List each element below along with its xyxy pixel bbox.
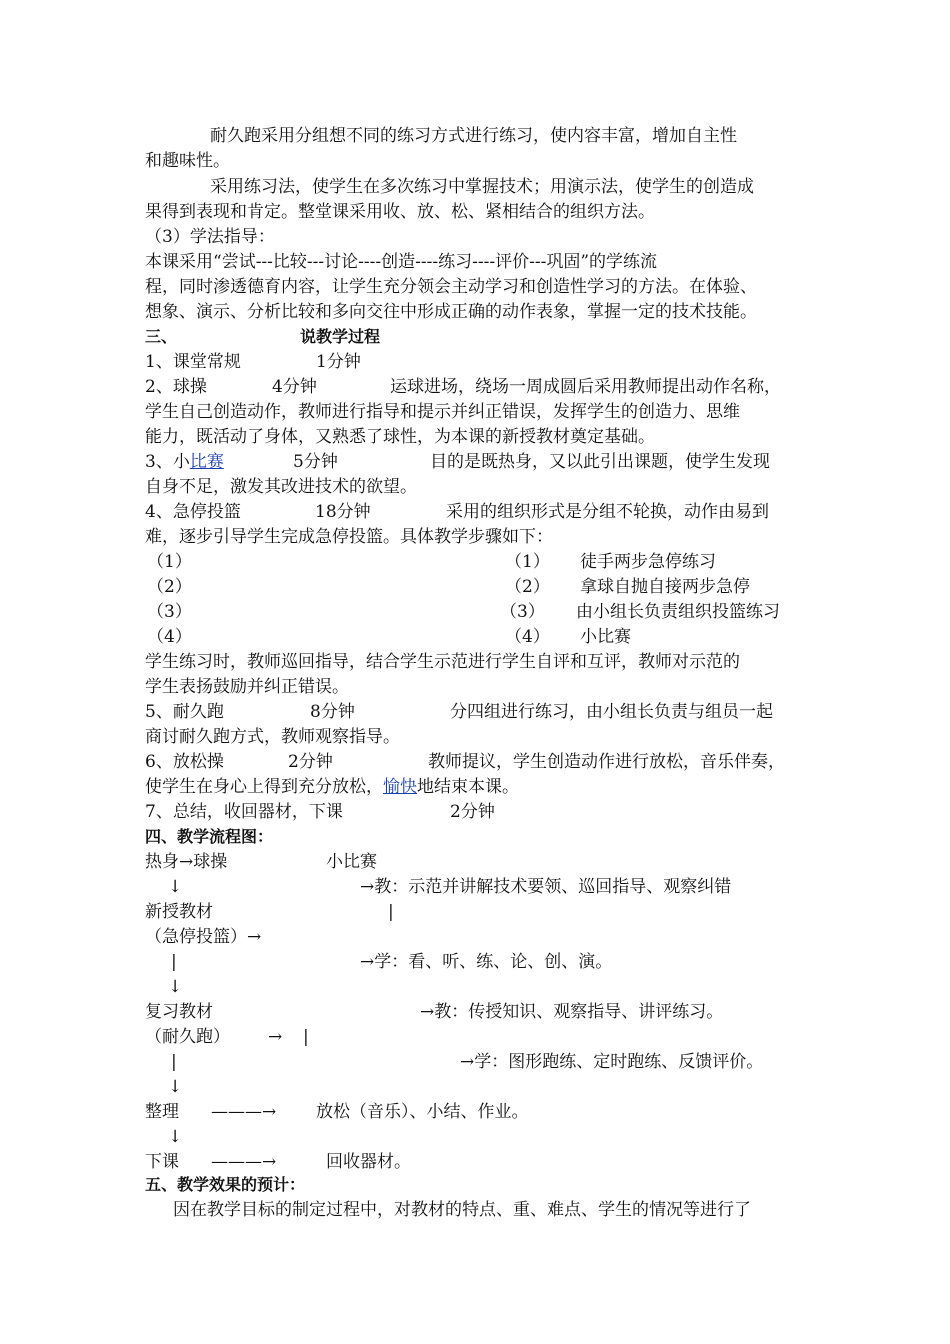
right-arrow: → [268,1027,283,1047]
flow-warmup: 热身→球操 [145,852,228,872]
item-text: 运球进场，绕场一周成圆后采用教师提出动作名称， [390,377,781,397]
flow-learn-1: →学：看、听、练、论、创、演。 [360,952,613,972]
section-title: 四、教学流程图： [145,827,274,846]
item-name: 1、课堂常规 [145,352,241,372]
step-text: 小比赛 [580,627,631,647]
step-number-left: （4） [147,627,192,647]
item-time: 5分钟 [293,452,338,472]
step-text: 由小组长负责组织投篮练习 [576,602,780,622]
paragraph-line: 学生表扬鼓励并纠正错误。 [145,677,349,697]
down-arrow: ↓ [168,1077,183,1097]
item-time: 8分钟 [310,702,355,722]
item-text: 采用的组织形式是分组不轮换，动作由易到 [446,502,769,522]
item-time: 2分钟 [450,802,495,822]
item-text: 能力，既活动了身体，又熟悉了球性，为本课的新授教材奠定基础。 [145,427,655,447]
step-number-left: （1） [147,552,192,572]
paragraph-line: 想象、演示、分析比较和多向交往中形成正确的动作表象，掌握一定的技术技能。 [145,302,757,322]
item-time: 18分钟 [315,502,371,522]
item-name: 4、急停投篮 [145,502,241,522]
flow-bar: | [171,952,177,972]
paragraph-line: 采用练习法，使学生在多次练习中掌握技术；用演示法，使学生的创造成 [210,177,754,197]
down-arrow: ↓ [168,877,183,897]
long-arrow: ———→ [211,1102,277,1122]
section-number: 三、 [145,327,178,346]
flow-collect: 回收器材。 [326,1152,411,1172]
item-name: 5、耐久跑 [145,702,224,722]
flow-small-game: 小比赛 [326,852,377,872]
item-name: 6、放松操 [145,752,224,772]
item-text-pre: 使学生在身心上得到充分放松， [145,777,383,797]
step-text: 拿球自抛自接两步急停 [580,577,750,597]
item-text: 目的是既热身，又以此引出课题，使学生发现 [430,452,770,472]
paragraph-line: 和趣味性。 [145,151,230,171]
item-name: 2、球操 [145,377,207,397]
flow-tidy: 整理 [145,1102,179,1122]
match-link[interactable]: 比赛 [189,452,224,472]
flow-stop-shot: （急停投篮）→ [145,927,262,947]
item-name [145,450,224,474]
item-text [145,775,519,799]
step-text: 徒手两步急停练习 [580,552,716,572]
down-arrow: ↓ [168,1127,183,1147]
step-number-left: （3） [147,602,192,622]
section-title: 五、教学效果的预计： [145,1175,306,1194]
item-text: 商讨耐久跑方式，教师观察指导。 [145,727,400,747]
item-text-post: 地结束本课。 [417,777,519,797]
item-prefix: 3、小 [145,452,190,472]
flow-bar: | [388,902,394,922]
flow-bar: | [303,1027,309,1047]
step-number: （2） [505,577,550,597]
down-arrow: ↓ [168,977,183,997]
item-text: 学生自己创造动作，教师进行指导和提示并纠正错误，发挥学生的创造力、思维 [145,402,740,422]
paragraph-line: 因在教学目标的制定过程中，对教材的特点、重、难点、学生的情况等进行了 [173,1200,751,1220]
flow-relax: 放松（音乐）、小结、作业。 [316,1102,529,1122]
flow-teach-2: →教：传授知识、观察指导、讲评练习。 [420,1002,724,1022]
happy-link[interactable]: 愉快 [383,777,417,797]
step-number-left: （2） [147,577,192,597]
paragraph-line: 本课采用“尝试---比较---讨论----创造----练习----评价---巩固”的学练流 [145,252,658,272]
item-time: 4分钟 [272,377,317,397]
flow-learn-2: →学：图形跑练、定时跑练、反馈评价。 [460,1052,764,1072]
flow-dismiss: 下课 [145,1152,179,1172]
item-text: 自身不足，激发其改进技术的欲望。 [145,477,417,497]
item-time: 2分钟 [288,752,333,772]
paragraph-line: 程，同时渗透德育内容，让学生充分领会主动学习和创造性学习的方法。在体验、 [145,277,757,297]
subheading: （3）学法指导： [145,227,275,247]
paragraph-line: 学生练习时，教师巡回指导，结合学生示范进行学生自评和互评，教师对示范的 [145,652,740,672]
flow-teach-1: →教：示范并讲解技术要领、巡回指导、观察纠错 [360,877,732,897]
item-name: 7、总结，收回器材，下课 [145,802,343,822]
step-number: （1） [505,552,550,572]
paragraph-line: 果得到表现和肯定。整堂课采用收、放、松、紧相结合的组织方法。 [145,202,655,222]
item-time: 1分钟 [316,352,361,372]
item-text: 分四组进行练习，由小组长负责与组员一起 [450,702,773,722]
flow-endurance: （耐久跑） [145,1027,230,1047]
long-arrow: ———→ [211,1152,277,1172]
item-text: 教师提议，学生创造动作进行放松，音乐伴奏， [428,752,785,772]
paragraph-line: 耐久跑采用分组想不同的练习方式进行练习，使内容丰富，增加自主性 [210,126,737,146]
section-title: 说教学过程 [300,327,381,346]
step-number: （3） [500,602,545,622]
step-number: （4） [505,627,550,647]
flow-review: 复习教材 [145,1002,213,1022]
flow-new-material: 新授教材 [145,902,213,922]
item-text: 难，逐步引导学生完成急停投篮。具体教学步骤如下： [145,527,553,547]
flow-bar: | [171,1052,177,1072]
